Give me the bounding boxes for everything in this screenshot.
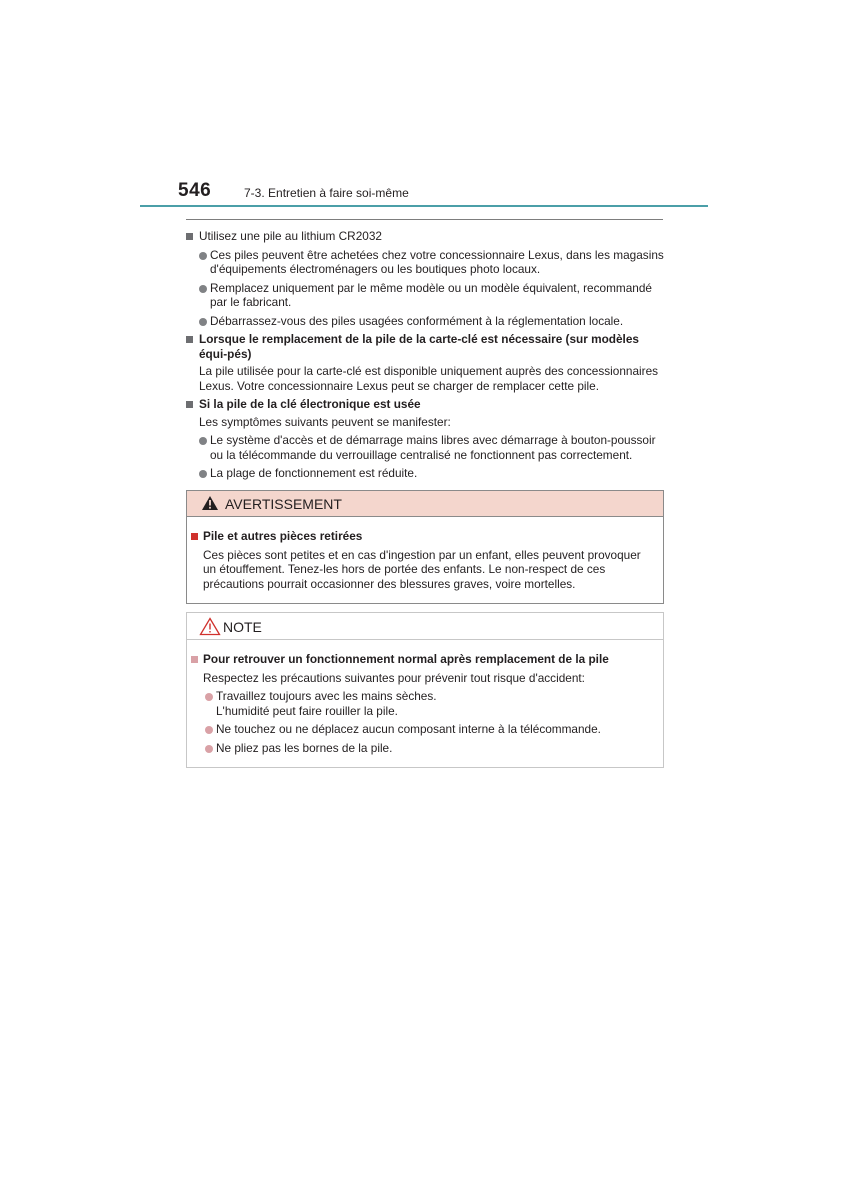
- page-number: 546: [178, 180, 212, 201]
- section-heading: Utilisez une pile au lithium CR2032: [186, 229, 664, 244]
- square-bullet-icon: [191, 533, 198, 540]
- content-rule: [186, 219, 663, 220]
- warning-title: AVERTISSEMENT: [225, 496, 342, 512]
- warning-paragraph: Ces pièces sont petites et en cas d'ingestion par un enfant, elles peuvent provoquer un étouffement. Tenez-les hors de portée des enfants. Le non-respect de ces précautions pourrait occasionner des blessures graves, voire mortelles.: [203, 547, 641, 591]
- warning-body: [187, 517, 663, 591]
- list-item: Ces piles peuvent être achetées chez votre concessionnaire Lexus, dans les magasins d'équipements électroménagers ou les boutiques photo locaux.: [186, 248, 664, 277]
- main-content: [186, 226, 664, 481]
- round-bullet-icon: [199, 437, 207, 445]
- note-header: [187, 613, 663, 640]
- section-heading: Lorsque le remplacement de la pile de la carte-clé est nécessaire (sur modèles équi-pés): [186, 332, 664, 361]
- list-item: Travaillez toujours avec les mains sèches. L'humidité peut faire rouiller la pile.: [191, 689, 655, 718]
- list-item: La plage de fonctionnement est réduite.: [186, 466, 664, 481]
- warning-box: [186, 490, 664, 604]
- note-title: NOTE: [223, 619, 262, 635]
- round-bullet-icon: [199, 318, 207, 326]
- list-item: Le système d'accès et de démarrage mains libres avec démarrage à bouton-poussoir ou la télécommande du verrouillage centralisé ne fonctionnent pas correctement.: [186, 433, 664, 462]
- square-bullet-icon: [186, 336, 193, 343]
- list-item: Ne touchez ou ne déplacez aucun composant interne à la télécommande.: [191, 722, 655, 737]
- warning-header: [187, 491, 663, 517]
- section-heading: Si la pile de la clé électronique est usée: [186, 397, 664, 412]
- note-body: [187, 640, 663, 755]
- list-item: Ne pliez pas les bornes de la pile.: [191, 741, 655, 756]
- square-bullet-icon: [186, 401, 193, 408]
- round-bullet-icon: [199, 470, 207, 478]
- section-paragraph: La pile utilisée pour la carte-clé est disponible uniquement auprès des concessionnaires Lexus. Votre concessionnaire Lexus peut se charger de remplacer cette pile.: [199, 364, 659, 393]
- round-bullet-icon: [205, 726, 213, 734]
- warning-heading: Pile et autres pièces retirées: [191, 529, 655, 544]
- caution-triangle-icon: [199, 617, 221, 636]
- section-paragraph: Les symptômes suivants peuvent se manifester:: [199, 414, 451, 429]
- section-title: 7-3. Entretien à faire soi-même: [244, 186, 409, 200]
- page-header: [140, 176, 708, 210]
- list-item: Débarrassez-vous des piles usagées conformément à la réglementation locale.: [186, 314, 664, 329]
- note-paragraph: Respectez les précautions suivantes pour prévenir tout risque d'accident:: [203, 670, 585, 685]
- list-item: Remplacez uniquement par le même modèle ou un modèle équivalent, recommandé par le fabricant.: [186, 281, 664, 310]
- round-bullet-icon: [199, 252, 207, 260]
- header-rule: [140, 205, 708, 207]
- note-heading: Pour retrouver un fonctionnement normal après remplacement de la pile: [191, 652, 655, 667]
- round-bullet-icon: [199, 285, 207, 293]
- warning-triangle-icon: [201, 495, 219, 511]
- round-bullet-icon: [205, 693, 213, 701]
- note-box: [186, 612, 664, 768]
- square-bullet-icon: [186, 233, 193, 240]
- square-bullet-icon: [191, 656, 198, 663]
- round-bullet-icon: [205, 745, 213, 753]
